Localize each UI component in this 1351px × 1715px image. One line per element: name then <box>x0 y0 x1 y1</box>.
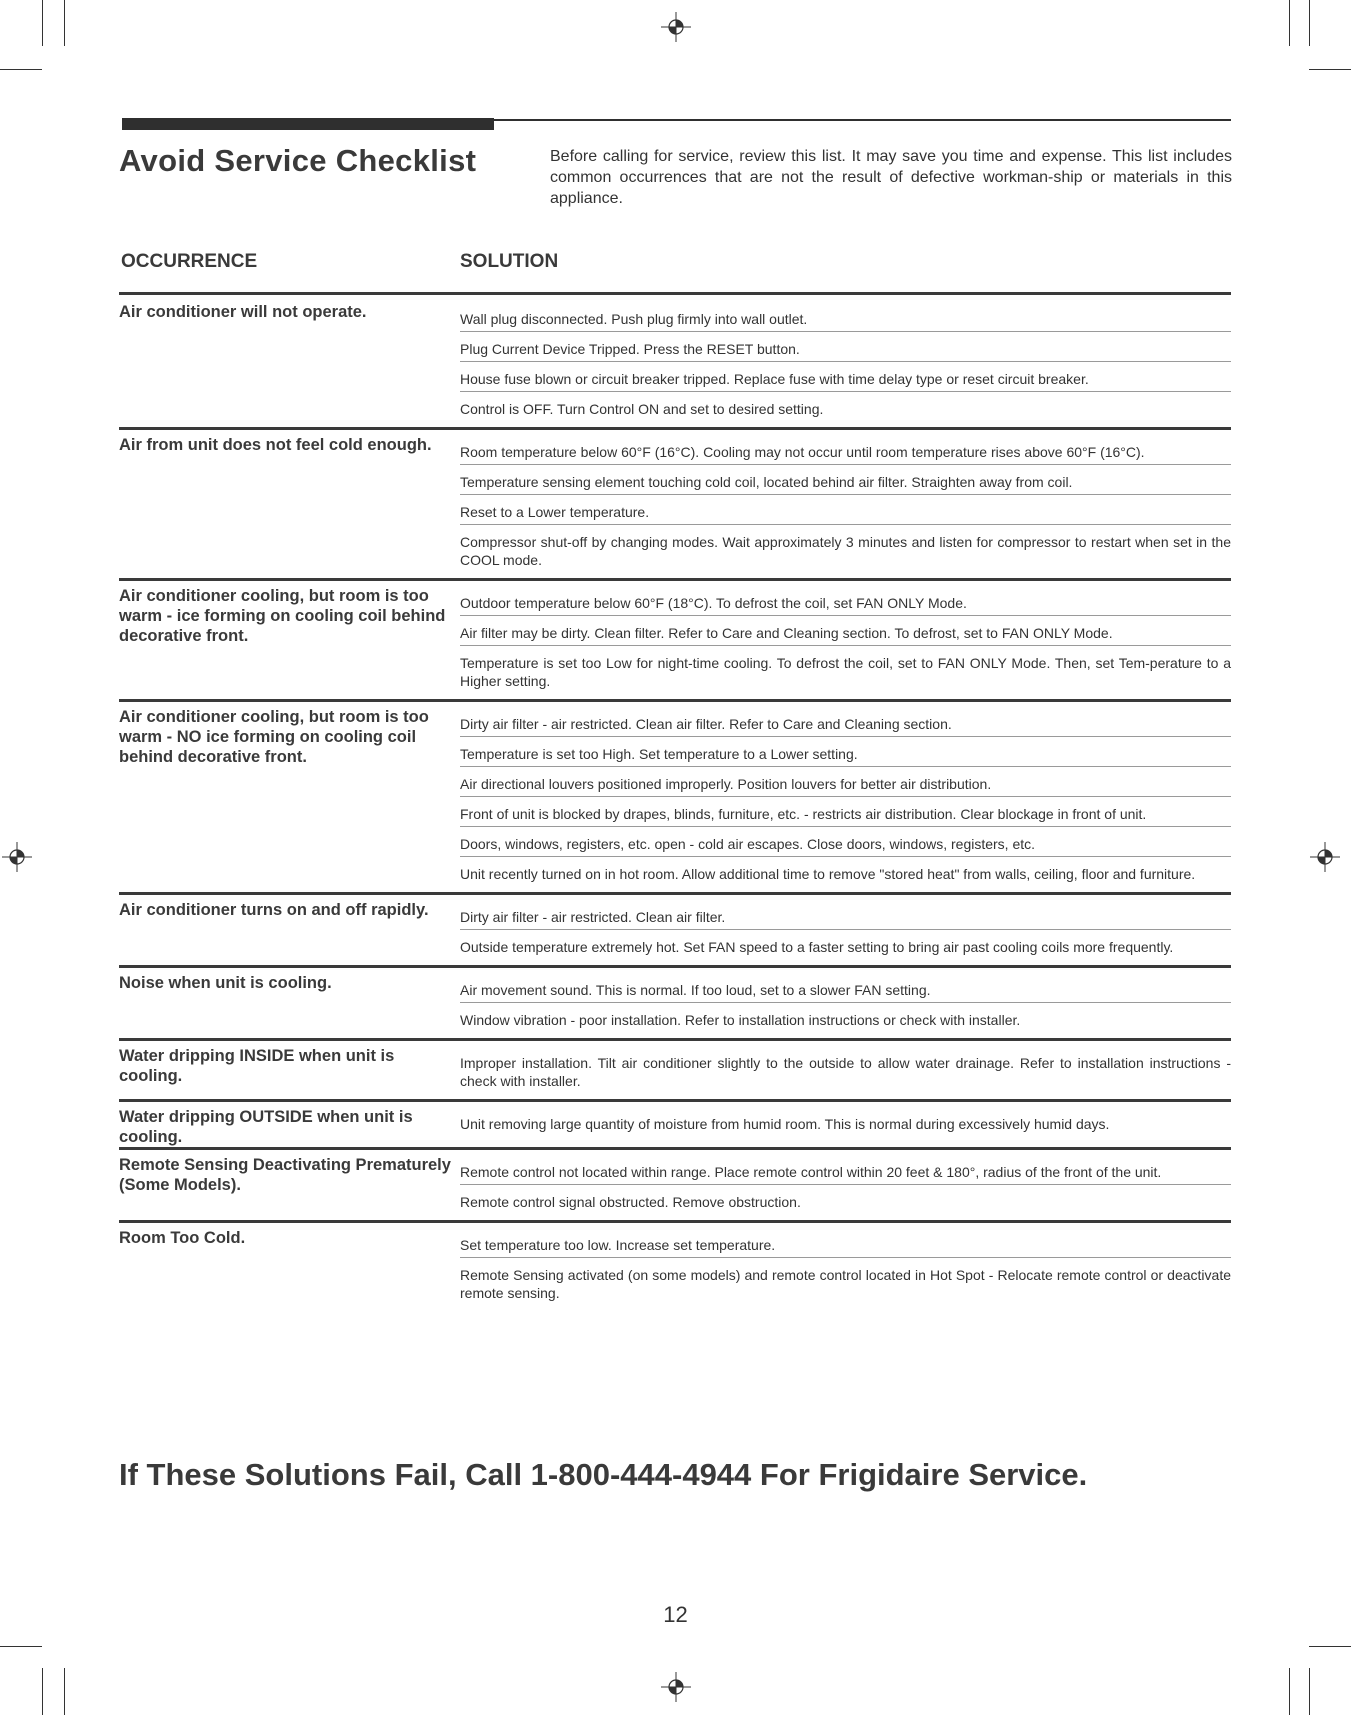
header-band <box>122 118 494 130</box>
solution-item: Set temperature too low. Increase set temperature. <box>460 1236 1231 1258</box>
crop-mark <box>1289 1668 1290 1715</box>
crop-mark <box>1309 1646 1351 1647</box>
service-call-banner: If These Solutions Fail, Call 1-800-444-4944 For Frigidaire Service. <box>119 1457 1088 1492</box>
solution-item: House fuse blown or circuit breaker tripped. Replace fuse with time delay type or reset circuit breaker. <box>460 370 1231 392</box>
intro-paragraph: Before calling for service, review this list. It may save you time and expense. This list includes common occurrences that are not the result of defective workman-ship or materials in this appliance. <box>550 148 1232 207</box>
solution-item: Air movement sound. This is normal. If too loud, set to a slower FAN setting. <box>460 981 1231 1003</box>
solution-item: Doors, windows, registers, etc. open - cold air escapes. Close doors, windows, registers, etc. <box>460 835 1231 857</box>
solution-item: Air directional louvers positioned improperly. Position louvers for better air distribution. <box>460 775 1231 797</box>
header-rule <box>494 119 1231 121</box>
solution-item: Temperature is set too Low for night-time cooling. To defrost the coil, set to FAN ONLY Mode. Then, set Tem-perature to a Higher setting. <box>460 655 1231 689</box>
registration-mark-icon <box>661 1672 691 1702</box>
table-top-rule <box>119 292 1231 295</box>
solution-item: Temperature is set too High. Set temperature to a Lower setting. <box>460 745 1231 767</box>
occurrence-text: Water dripping OUTSIDE when unit is cooling. <box>119 1108 413 1146</box>
table-row <box>119 430 1231 581</box>
solution-item: Window vibration - poor installation. Refer to installation instructions or check with installer. <box>460 1012 1021 1028</box>
page-number: 12 <box>663 1602 688 1627</box>
registration-mark-icon <box>2 842 32 872</box>
solution-item: Unit recently turned on in hot room. Allow additional time to remove "stored heat" from walls, ceiling, floor and furniture. <box>460 866 1196 882</box>
solution-list <box>460 300 1231 427</box>
crop-mark <box>1309 0 1310 46</box>
solution-item: Air filter may be dirty. Clean filter. Refer to Care and Cleaning section. To defrost, set to FAN ONLY Mode. <box>460 624 1231 646</box>
occurrence-text: Air conditioner will not operate. <box>119 303 367 321</box>
solution-list <box>460 705 1231 892</box>
solution-item: Compressor shut-off by changing modes. Wait approximately 3 minutes and listen for compressor to restart when set in the COOL mode. <box>460 534 1231 568</box>
solution-item: Unit removing large quantity of moisture from humid room. This is normal during excessively humid days. <box>460 1116 1110 1132</box>
page-title: Avoid Service Checklist <box>119 143 477 178</box>
crop-mark <box>64 0 65 46</box>
solution-list <box>460 433 1231 578</box>
solution-list <box>460 1153 1231 1220</box>
occurrence-text: Noise when unit is cooling. <box>119 974 332 992</box>
solution-item: Plug Current Device Tripped. Press the RESET button. <box>460 340 1231 362</box>
table-row <box>119 297 1231 430</box>
solution-list <box>460 1226 1231 1311</box>
table-row <box>119 968 1231 1041</box>
table-row <box>119 1223 1231 1311</box>
solution-item: Outside temperature extremely hot. Set FAN speed to a faster setting to bring air past cooling coils more frequently. <box>460 939 1174 955</box>
crop-mark <box>1289 0 1290 46</box>
solution-item: Temperature sensing element touching cold coil, located behind air filter. Straighten away from coil. <box>460 473 1231 495</box>
table-row <box>119 1150 1231 1223</box>
crop-mark <box>0 69 42 70</box>
crop-mark <box>1309 1668 1310 1715</box>
occurrence-text: Air conditioner cooling, but room is too warm - NO ice forming on cooling coil behind decorative front. <box>119 708 429 766</box>
solution-item: Remote control not located within range. Place remote control within 20 feet & 180°, radius of the front of the unit. <box>460 1163 1231 1185</box>
column-header-solution: SOLUTION <box>460 251 559 272</box>
crop-mark <box>1309 69 1351 70</box>
occurrence-text: Air conditioner turns on and off rapidly. <box>119 901 429 919</box>
solution-item: Wall plug disconnected. Push plug firmly into wall outlet. <box>460 310 1231 332</box>
solution-item: Remote control signal obstructed. Remove obstruction. <box>460 1194 801 1210</box>
crop-mark <box>42 1668 43 1715</box>
table-row <box>119 895 1231 968</box>
solution-item: Dirty air filter - air restricted. Clean air filter. Refer to Care and Cleaning section. <box>460 715 1231 737</box>
table-row <box>119 1102 1231 1150</box>
solution-list <box>460 1044 1231 1099</box>
column-header-occurrence: OCCURRENCE <box>121 251 258 272</box>
crop-mark <box>42 0 43 46</box>
solution-item: Control is OFF. Turn Control ON and set to desired setting. <box>460 401 824 417</box>
solution-item: Improper installation. Tilt air conditioner slightly to the outside to allow water drainage. Refer to installation instructions - check with installer. <box>460 1055 1231 1089</box>
solution-item: Room temperature below 60°F (16°C). Cooling may not occur until room temperature rises above 60°F (16°C). <box>460 443 1231 465</box>
table-row <box>119 702 1231 895</box>
solution-item: Remote Sensing activated (on some models) and remote control located in Hot Spot - Relocate remote control or deactivate remote sensing. <box>460 1267 1231 1301</box>
registration-mark-icon <box>661 12 691 42</box>
occurrence-text: Air from unit does not feel cold enough. <box>119 436 432 454</box>
registration-mark-icon <box>1310 842 1340 872</box>
solution-list <box>460 971 1231 1038</box>
solution-item: Dirty air filter - air restricted. Clean air filter. <box>460 908 1231 930</box>
solution-item: Front of unit is blocked by drapes, blinds, furniture, etc. - restricts air distribution. Clear blockage in front of unit. <box>460 805 1231 827</box>
solution-list <box>460 898 1231 965</box>
solution-item: Reset to a Lower temperature. <box>460 503 1231 525</box>
occurrence-text: Water dripping INSIDE when unit is cooling. <box>119 1047 395 1085</box>
solution-list <box>460 584 1231 699</box>
solution-list <box>460 1105 1231 1147</box>
table-row <box>119 581 1231 702</box>
crop-mark <box>64 1668 65 1715</box>
occurrence-text: Room Too Cold. <box>119 1229 246 1247</box>
checklist-table <box>119 297 1231 1311</box>
solution-item: Outdoor temperature below 60°F (18°C). To defrost the coil, set FAN ONLY Mode. <box>460 594 1231 616</box>
table-row <box>119 1041 1231 1102</box>
occurrence-text: Air conditioner cooling, but room is too warm - ice forming on cooling coil behind decorative front. <box>119 587 446 645</box>
crop-mark <box>0 1646 42 1647</box>
occurrence-text: Remote Sensing Deactivating Prematurely (Some Models). <box>119 1156 451 1194</box>
